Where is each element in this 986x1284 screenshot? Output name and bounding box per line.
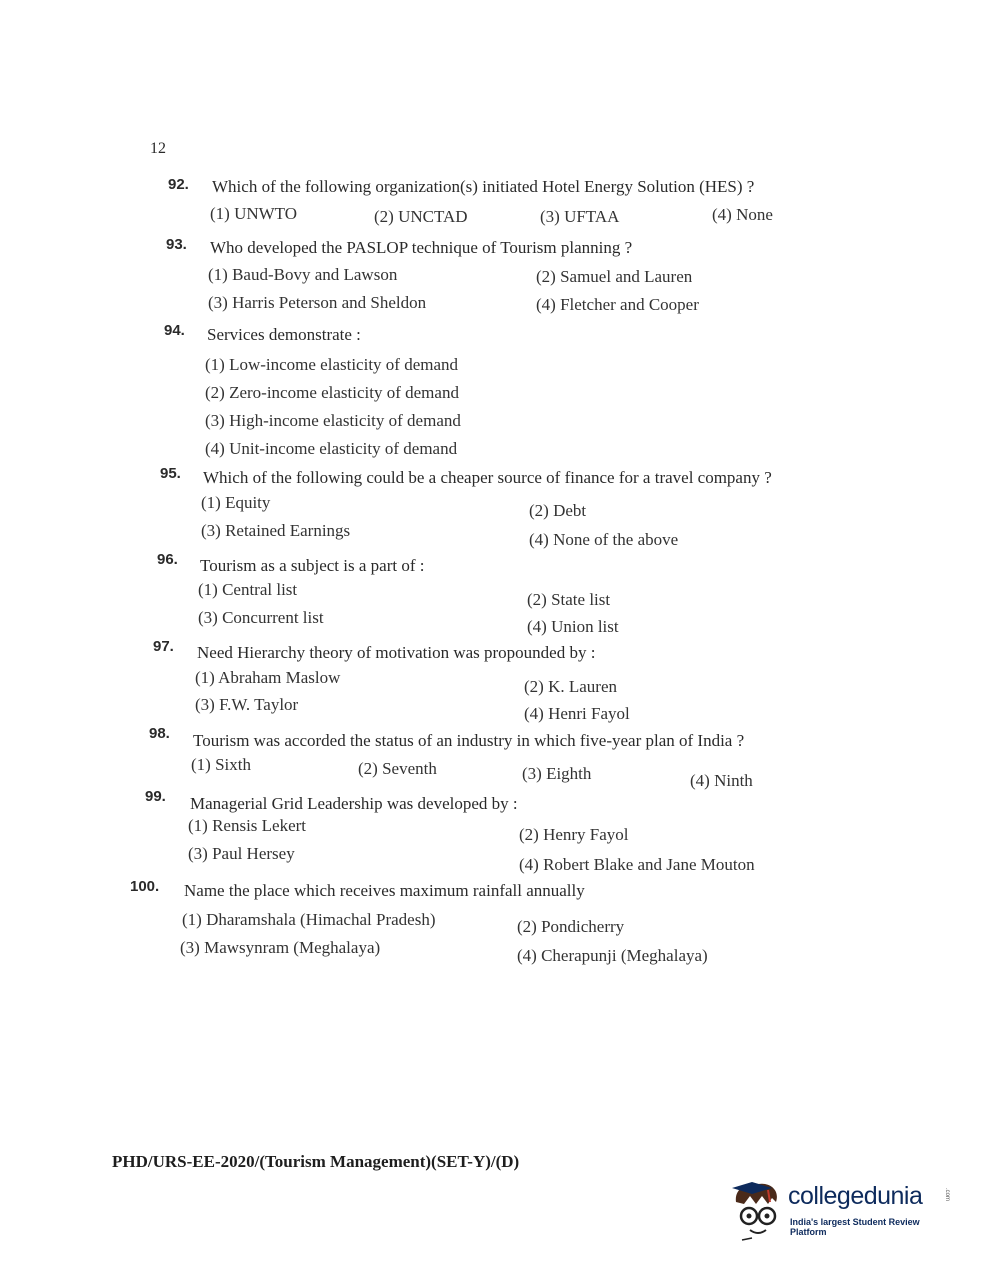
question-number: 95. bbox=[160, 465, 181, 482]
question-text: Which of the following organization(s) initiated Hotel Energy Solution (HES) ? bbox=[212, 177, 755, 196]
option: (3) Paul Hersey bbox=[188, 844, 295, 863]
question-number: 99. bbox=[145, 788, 166, 805]
footer-code: PHD/URS-EE-2020/(Tourism Management)(SET-Y)/(D) bbox=[112, 1152, 520, 1171]
option: (4) Henri Fayol bbox=[524, 704, 630, 723]
question-text: Tourism was accorded the status of an industry in which five-year plan of India ? bbox=[193, 731, 745, 750]
option: (4) None of the above bbox=[529, 530, 679, 549]
logo-suffix: .com bbox=[944, 1188, 950, 1202]
option: (1) Rensis Lekert bbox=[188, 816, 307, 835]
option: (2) Zero-income elasticity of demand bbox=[205, 383, 459, 402]
question-number: 94. bbox=[164, 322, 185, 339]
question-text: Need Hierarchy theory of motivation was propounded by : bbox=[197, 643, 596, 662]
option: (2) Debt bbox=[529, 501, 587, 520]
option: (3) Eighth bbox=[522, 764, 592, 783]
option: (2) State list bbox=[527, 590, 611, 609]
option: (1) Low-income elasticity of demand bbox=[205, 355, 459, 374]
option: (1) Dharamshala (Himachal Pradesh) bbox=[182, 910, 436, 929]
option: (3) UFTAA bbox=[540, 207, 620, 226]
option: (3) F.W. Taylor bbox=[195, 695, 299, 714]
option: (2) Seventh bbox=[358, 759, 437, 778]
logo-wordmark: collegedunia bbox=[788, 1182, 923, 1210]
option: (2) Samuel and Lauren bbox=[536, 267, 693, 286]
option: (4) Ninth bbox=[690, 771, 753, 790]
option: (4) Robert Blake and Jane Mouton bbox=[519, 855, 755, 874]
option: (2) Pondicherry bbox=[517, 917, 625, 936]
option: (3) Harris Peterson and Sheldon bbox=[208, 293, 427, 312]
option: (3) Concurrent list bbox=[198, 608, 324, 627]
question-text: Services demonstrate : bbox=[207, 325, 361, 344]
option: (1) Equity bbox=[201, 493, 271, 512]
option: (4) Fletcher and Cooper bbox=[536, 295, 699, 314]
question-number: 97. bbox=[153, 638, 174, 655]
question-number: 100. bbox=[130, 878, 160, 895]
option: (4) Union list bbox=[527, 617, 619, 636]
question-text: Managerial Grid Leadership was developed by : bbox=[190, 794, 518, 813]
option: (3) Retained Earnings bbox=[201, 521, 351, 540]
question-number: 96. bbox=[157, 551, 178, 568]
option: (4) Unit-income elasticity of demand bbox=[205, 439, 458, 458]
option: (3) High-income elasticity of demand bbox=[205, 411, 461, 430]
option: (1) Baud-Bovy and Lawson bbox=[208, 265, 398, 284]
option: (1) UNWTO bbox=[210, 204, 298, 223]
collegedunia-logo bbox=[728, 1180, 958, 1244]
option: (2) UNCTAD bbox=[374, 207, 468, 226]
question-number: 98. bbox=[149, 725, 170, 742]
logo-tagline: India's largest Student Review Platform bbox=[790, 1217, 920, 1237]
option: (4) None bbox=[712, 205, 773, 224]
question-text: Name the place which receives maximum rainfall annually bbox=[184, 881, 585, 900]
option: (3) Mawsynram (Meghalaya) bbox=[180, 938, 381, 957]
mascot-icon bbox=[728, 1180, 786, 1244]
question-number: 93. bbox=[166, 236, 187, 253]
question-text: Tourism as a subject is a part of : bbox=[200, 556, 425, 575]
option: (1) Central list bbox=[198, 580, 298, 599]
option: (1) Abraham Maslow bbox=[195, 668, 341, 687]
option: (1) Sixth bbox=[191, 755, 251, 774]
question-text: Which of the following could be a cheaper source of finance for a travel company ? bbox=[203, 468, 772, 487]
question-text: Who developed the PASLOP technique of Tourism planning ? bbox=[210, 238, 633, 257]
option: (4) Cherapunji (Meghalaya) bbox=[517, 946, 708, 965]
page-number: 12 bbox=[150, 140, 166, 157]
option: (2) Henry Fayol bbox=[519, 825, 629, 844]
question-number: 92. bbox=[168, 176, 189, 193]
option: (2) K. Lauren bbox=[524, 677, 617, 696]
